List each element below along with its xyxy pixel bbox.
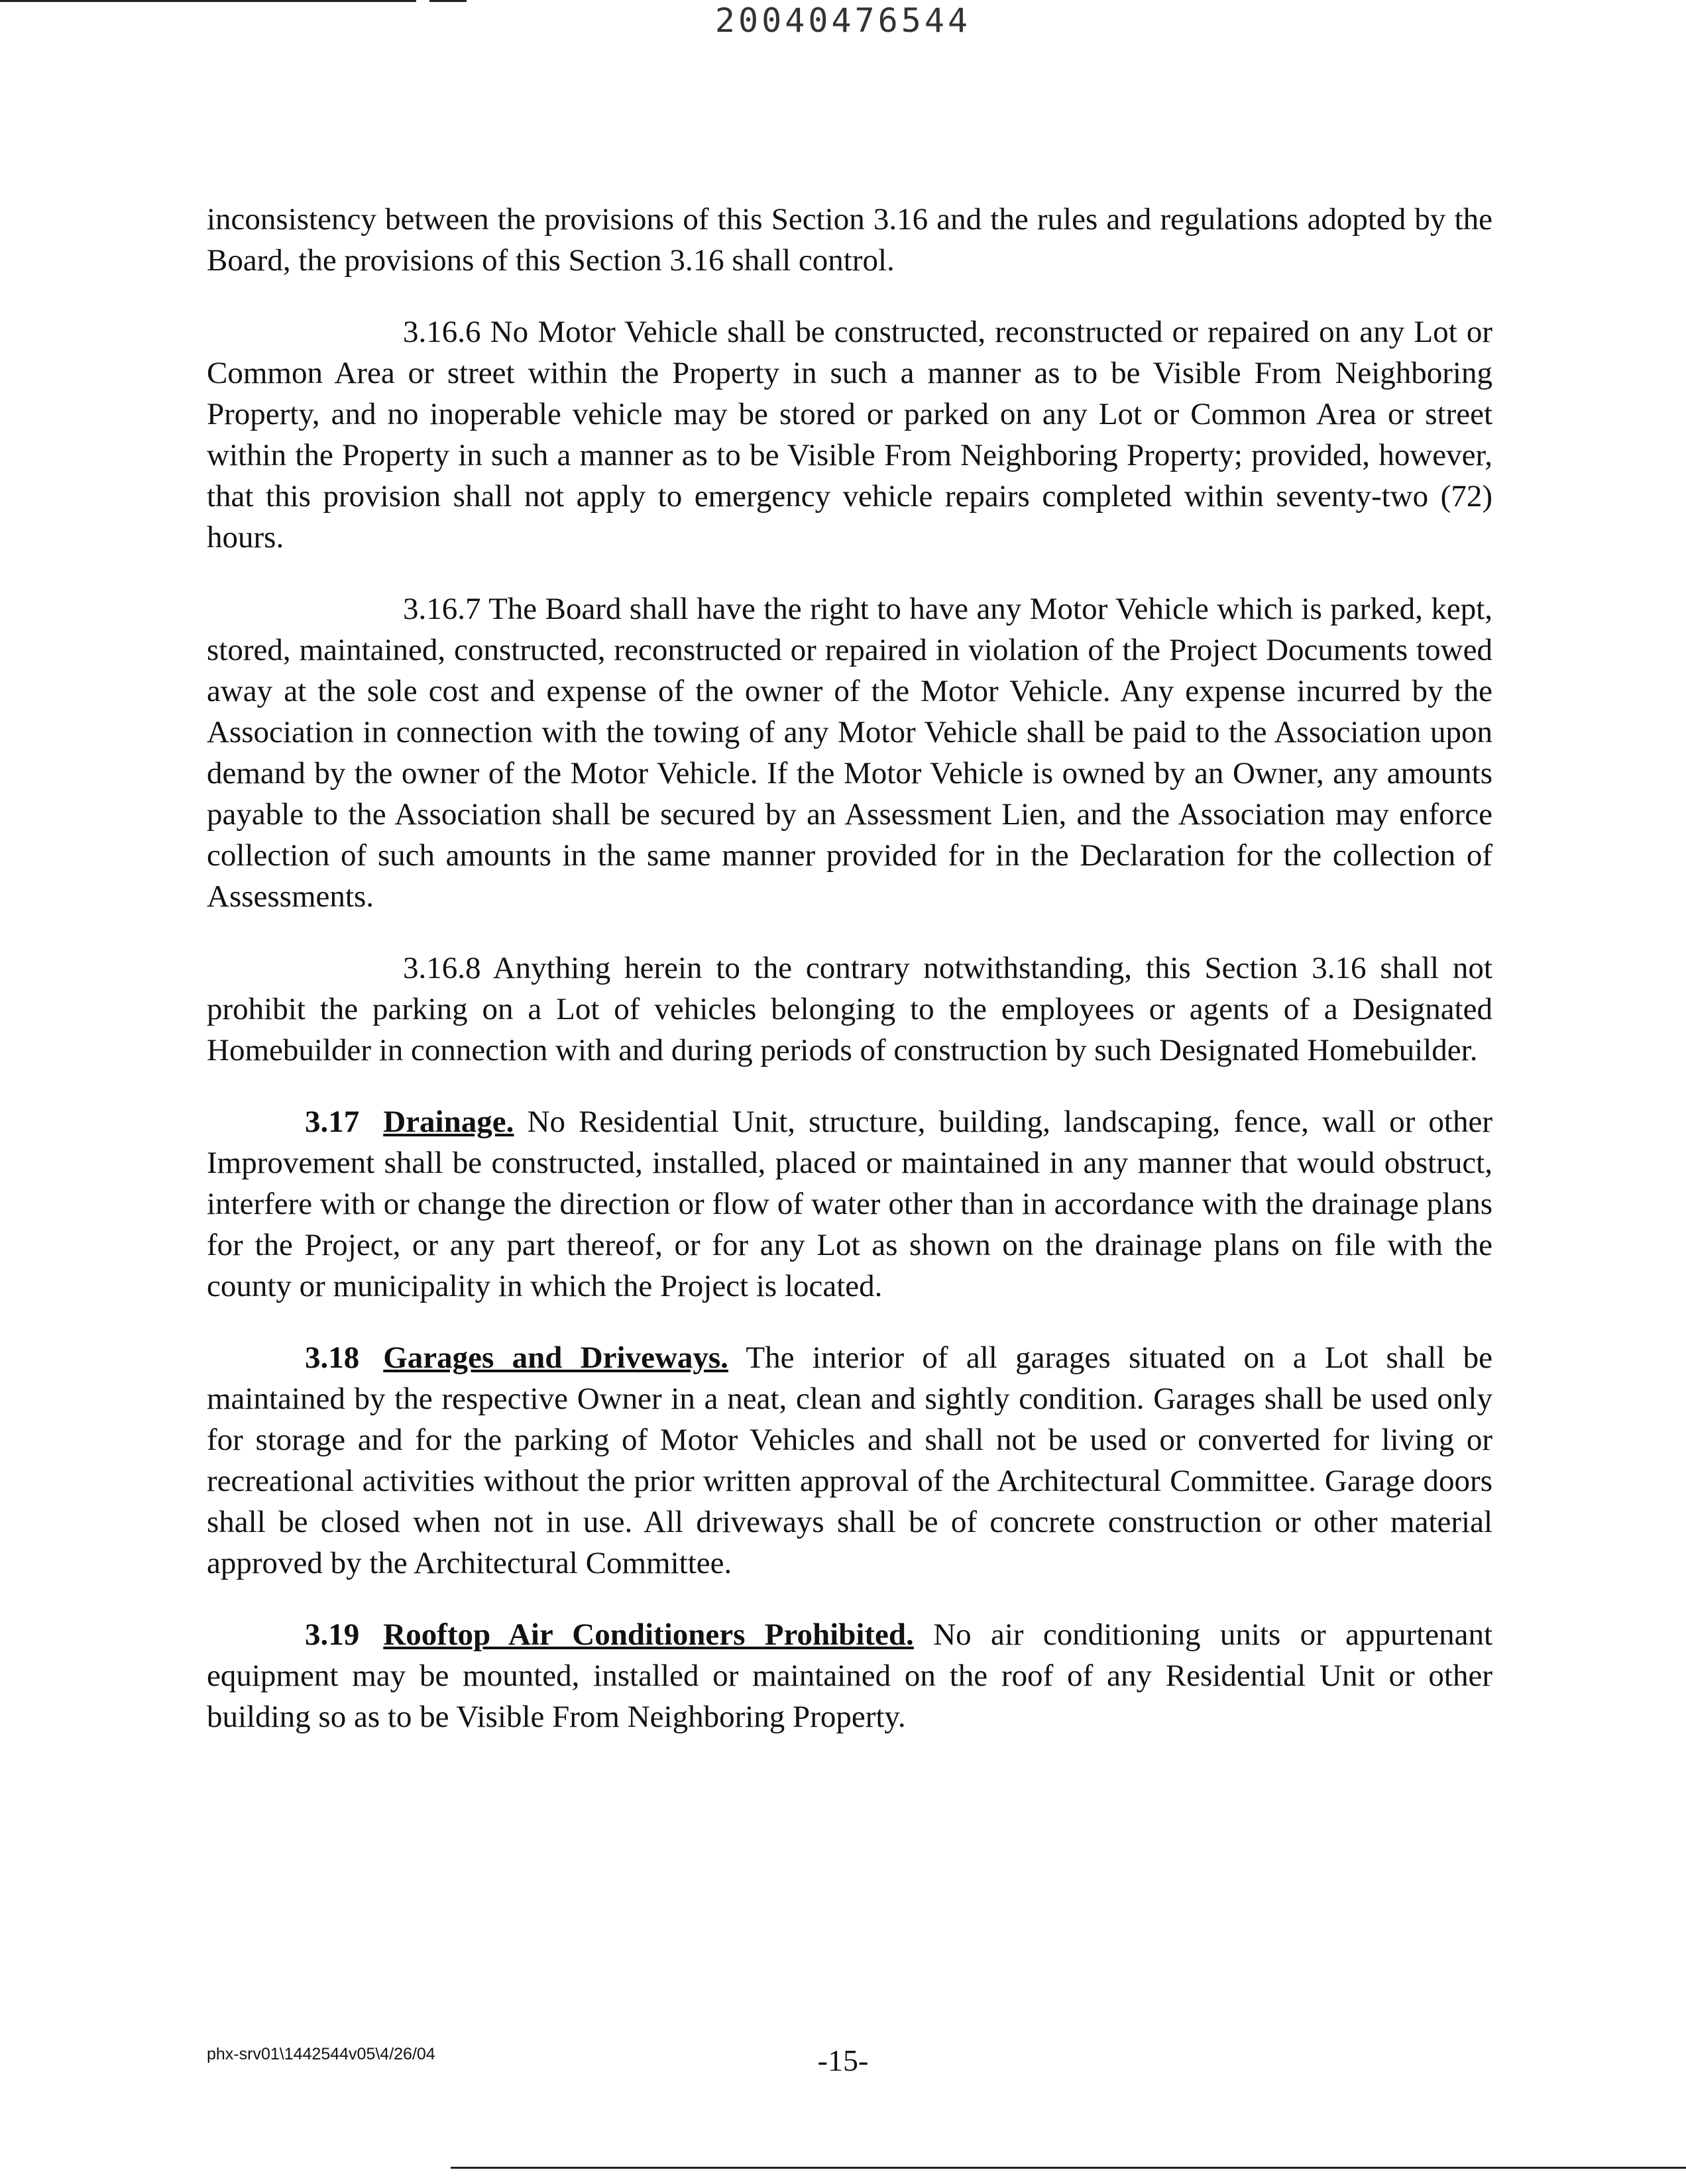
section-number: 3.19 [305,1617,360,1652]
document-number: 20040476544 [714,1,972,40]
section-title: Garages and Driveways. [383,1340,728,1375]
section-body: No air conditioning units or appurtenant equipment may be mounted, installed or maintained on the roof of any Residential Unit or other building so as to be Visible From Neighboring Property. [207,1617,1493,1734]
paragraph-3-16-6: 3.16.6 No Motor Vehicle shall be constructed, reconstructed or repaired on any Lot or Common Area or street within the Property in such a manner as to be Visible From Neighboring Property, and no inoperable vehicle may be stored or parked on any Lot or Common Area or street within the Property in such a manner as to be Visible From Neighboring Property; provided, however, that this provision shall not apply to emergency vehicle repairs completed within seventy-two (72) hours. [207,315,1492,555]
section-3-17 [207,1101,1492,1307]
section-title: Rooftop Air Conditioners Prohibited. [383,1617,914,1652]
section-body: No Residential Unit, structure, building, landscaping, fence, wall or other Improvement shall be constructed, installed, placed or maintained in any manner that would obstruct, interfere with or change the direction or flow of water other than in accordance with the drainage plans for the Project, or any part thereof, or for any Lot as shown on the drainage plans on file with the county or municipality in which the Project is located. [207,1105,1492,1303]
footer-file-id: phx-srv01\1442544v05\4/26/04 [207,2045,435,2063]
continued-paragraph: inconsistency between the provisions of this Section 3.16 and the rules and regulations adopted by the Board, the provisions of this Section 3.16 shall control. [207,202,1492,278]
section-title: Drainage. [383,1105,514,1139]
section-number: 3.17 [305,1105,360,1139]
section-3-18 [207,1337,1492,1584]
bottom-rule [451,2167,1686,2169]
section-body: The interior of all garages situated on a Lot shall be maintained by the respective Owner in a neat, clean and sightly condition. Garages shall be used only for storage and for the parking of Motor Vehicles and shall not be used or converted for living or recreational activities without the prior written approval of the Architectural Committee. Garage doors shall be closed when not in use. All driveways shall be of concrete construction or other material approved by the Architectural Committee. [207,1340,1492,1580]
paragraph-3-16-7: 3.16.7 The Board shall have the right to have any Motor Vehicle which is parked, kept, stored, maintained, constructed, reconstructed or repaired in violation of the Project Documents towed away at the sole cost and expense of the owner of the Motor Vehicle. Any expense incurred by the Association in connection with the towing of any Motor Vehicle shall be paid to the Association upon demand by the owner of the Motor Vehicle. If the Motor Vehicle is owned by an Owner, any amounts payable to the Association shall be secured by an Assessment Lien, and the Association may enforce collection of such amounts in the same manner provided for in the Declaration for the collection of Assessments. [207,592,1492,914]
section-3-19 [207,1614,1492,1737]
page-body [207,199,1492,1768]
page-number: -15- [817,2044,869,2077]
paragraph-3-16-8: 3.16.8 Anything herein to the contrary notwithstanding, this Section 3.16 shall not prohibit the parking on a Lot of vehicles belonging to the employees or agents of a Designated Homebuilder in connection with and during periods of construction by such Designated Homebuilder. [207,951,1492,1067]
section-number: 3.18 [305,1340,360,1375]
